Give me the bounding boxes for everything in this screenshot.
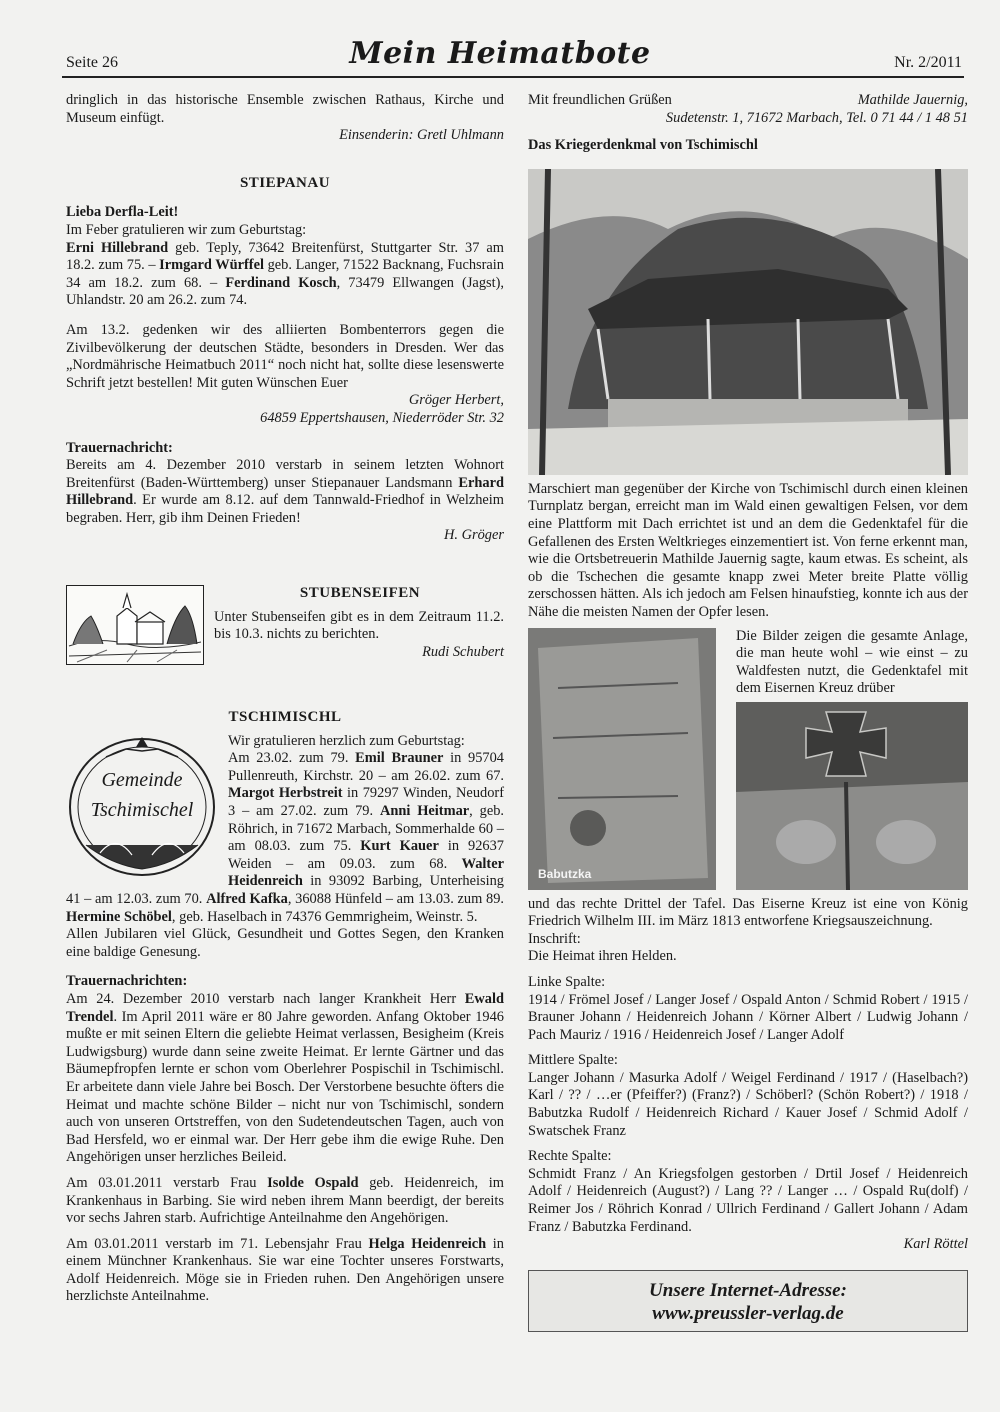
gemeinde-seal [66, 733, 218, 881]
stiepanau-intro: Im Feber gratulieren wir zum Geburtstag: [66, 221, 307, 238]
trauer-notice-1: Am 24. Dezember 2010 verstarb nach langer Krankheit Herr Ewald Trendel. Im April 2011 wäre er 80 Jahre geworden. Anfang Oktober 1946 mußte er mit seinen Eltern die geliebte Heimat verlassen, Besigheim (Kreis Ludwigsburg) wurde dann seine zweite Heimat. Er lernte Gärtner und das Bäumepfropfen lernte er schon vom Oberlehrer Pospischil in Tschimischl. Er arbeitete dann viele Jahre bei Bosch. Der Verstorbene besuchte öfters die Heimat und machte schöne Bilder – nicht nur von Tschimischl, sondern auch von unseren Ortstreffen, von den Sudetendeutschen Tagen, auch von Bad Hersfeld, wo er einmal war. Der Herr gebe ihm die ewige Ruhe. Den Angehörigen unser herzliches Beileid. [66, 990, 504, 1166]
name-bold: Ferdinand Kosch [225, 274, 337, 291]
church-sketch-icon [67, 586, 203, 664]
tschimischl-wishes: Allen Jubilaren viel Glück, Gesundheit und Gottes Segen, den Kranken eine baldige Genesung. [66, 926, 504, 960]
stiepanau-heading: STIEPANAU [239, 174, 331, 191]
inschrift-text: Die Heimat ihren Helden. [528, 948, 677, 965]
memorial-photo [528, 169, 968, 475]
stiepanau-birthdays: Erni Hillebrand geb. Teply, 73642 Breitenfürst, Stuttgarter Str. 37 am 18.2. zum 75. – Irmgard Würffel geb. Langer, 71522 Backnang, Fuchsrain 34 am 18.2. zum 68. – Ferdinand Kosch, 73479 Ellwangen (Jagst), Uhlandstr. 20 am 26.2. zum 74. [66, 239, 505, 309]
name-bold: Walter Heidenreich [228, 855, 504, 890]
photo-caption: Die Bilder zeigen die gesamte Anlage, die man heute wohl – wie einst – zu Waldfesten nutzt, die Gedenktafel mit dem Eisernen Kreuz drüber [736, 627, 968, 697]
name-bold: Helga Heidenreich [368, 1235, 487, 1252]
issue-number: Nr. 2/2011 [894, 54, 962, 71]
mittlere-text: Langer Johann / Masurka Adolf / Weigel Ferdinand / 1917 / (Haselbach?) Karl / ?? / …er (Pfeiffer?) (Franz?) / Schöberl? (Schön Robert?) / 1918 / Babutzka Rudolf / Heidenreich Richard / Kauer Josef / Schmid Adolf / Swatschek Franz [528, 1069, 968, 1139]
seal-line2: Tschimischel [90, 798, 194, 821]
name-bold: Anni Heitmar [379, 803, 470, 820]
name-bold: Hermine Schöbel [66, 908, 172, 925]
stubenseifen-sig: Rudi Schubert [422, 643, 504, 660]
stubenseifen-text: Unter Stubenseifen gibt es in dem Zeitraum 11.2. bis 10.3. nichts zu berichten. [214, 608, 504, 643]
stiepanau-trauer-heading: Trauernachricht: [66, 439, 173, 456]
name-bold: Alfred Kafka [206, 891, 288, 907]
name-bold: Ewald Trendel [66, 990, 504, 1025]
trauer-notice-3: Am 03.01.2011 verstarb im 71. Lebensjahr Frau Helga Heidenreich in einem Münchner Krankenhaus. Sie war eine Tochter unseres Forstwarts, Adolf Heidenreich. Möge sie in Frieden ruhen. Den Angehörigen unsere herzlichste Anteilnahme. [66, 1235, 504, 1305]
page-number: Seite 26 [66, 54, 118, 71]
stiepanau-sig-address: 64859 Eppertshausen, Niederröder Str. 32 [260, 409, 504, 426]
internet-banner [528, 1270, 968, 1332]
right-column [528, 92, 968, 1332]
tablet-photo-right [736, 702, 968, 890]
memorial-para1: Marschiert man gegenüber der Kirche von Tschimischl durch einen kleinen Turnplatz bergan, erreicht man im Wald einen gewaltigen Felsen, vor dem eine Plattform mit Dach errichtet ist und an dem die Gedenktafel für die Gefallenen des Ersten Weltkrieges einzementiert ist. Von ferne erkennt man, wie die Ortsbetreuerin Mathilde Jauernig sagte, kaum etwas. Es scheint, als ob die Tschechen die gesamte knapp zwei Meter breite Platte völlig zerschossen hätten. Als ich jedoch am Felsen hinaufstieg, konnte ich aus der Nähe die meisten Namen der Opfer lesen. [528, 480, 968, 620]
name-bold: Erni Hillebrand [66, 239, 169, 256]
stiepanau-greeting: Lieba Derfla-Leit! [66, 204, 179, 221]
tablet-left-icon [528, 628, 716, 890]
banner-line1: Unsere Internet-Adresse: [649, 1279, 847, 1301]
greeting-address: Sudetenstr. 1, 71672 Marbach, Tel. 0 71 44 / 1 48 51 [665, 109, 968, 126]
name-bold: Irmgard Würffel [159, 257, 264, 274]
masthead-logo: Mein Heimatbote [349, 36, 651, 71]
tschimischl-intro: Wir gratulieren herzlich zum Geburtstag: [228, 732, 465, 749]
name-bold: Emil Brauner [355, 750, 444, 767]
website-link[interactable]: www.preussler-verlag.de [652, 1302, 844, 1324]
photo-label: Babutzka [538, 866, 592, 881]
mittlere-label: Mittlere Spalte: [528, 1052, 618, 1069]
greeting-name: Mathilde Jauernig, [857, 92, 968, 108]
greeting-line [528, 92, 968, 110]
name-bold: Isolde Ospald [267, 1174, 359, 1191]
stubenseifen-heading: STUBENSEIFEN [299, 585, 421, 602]
photo-block [528, 628, 968, 892]
page-header [0, 0, 1000, 86]
name-bold: Margot Herbstreit [228, 785, 343, 802]
stiepanau-para2: Am 13.2. gedenken wir des alliierten Bombenterrors gegen die Zivilbevölkerung der deutschen Städte, besonders in Dresden. Wer das „Nordmährische Heimatbuch 2011“ noch nicht hat, sollte diese lesenswerte Schrift jetzt bestellen! Mit guten Wünschen Euer [66, 321, 504, 391]
header-rule [62, 76, 964, 78]
left-column [66, 92, 504, 1306]
tablet-photo-left [528, 628, 716, 890]
tschimischl-birthdays: Am 23.02. zum 79. Emil Brauner in 95704 Pullenreuth, Kirchstr. 20 – am 26.02. zum 67. Margot Herbstreit in 79297 Winden, Neudorf 3 – am 27.02. zum 79. Anni Heitmar, geb. Röhrich, in 71672 Marbach, Sommerhalde 60 – am 08.03. zum 75. Kurt Kauer in 92637 Weiden – am 09.03. zum 68. Walter Heidenreich in 93092 Barbing, Unterheising 41 – am 12.03. zum 70. Alfred Kafka, 36088 Hünfeld – am 13.03. zum 89. Hermine Schöbel, geb. Haselbach in 74376 Gemmrigheim, Weinstr. 5. [66, 750, 504, 925]
iron-cross-photo-icon [736, 702, 968, 890]
linke-label: Linke Spalte: [528, 973, 606, 990]
intro-text: dringlich in das historische Ensemble zwischen Rathaus, Kirche und Museum einfügt. [66, 92, 504, 126]
linke-text: 1914 / Frömel Josef / Langer Josef / Ospald Anton / Schmid Robert / 1915 / Brauner Johann / Heidenreich Johann / Körner Albert / Ludwig Johann / Pach Mauriz / 1916 / Heidenreich Josef / Langer Adolf [528, 991, 968, 1043]
seal-line1: Gemeinde [101, 768, 183, 791]
inschrift-label: Inschrift: [528, 930, 581, 947]
rechte-text: Schmidt Franz / An Kriegsfolgen gestorben / Drtil Josef / Heidenreich Adolf / Heidenreich (August?) / Lang ?? / Langer … / Ospald Ru(dolf) / Reimer Jos / Röhrich Konrad / Ullrich Ferdinand / Gallert Johann / Adam Franz / Babutzka Ferdinand. [528, 1165, 968, 1235]
author-signature: Karl Röttel [903, 1236, 968, 1253]
memorial-title: Das Kriegerdenkmal von Tschimischl [528, 137, 758, 154]
memorial-para2: und das rechte Drittel der Tafel. Das Eiserne Kreuz ist eine von König Friedrich Wilhelm III. im März 1813 entworfene Kriegsauszeichnung. [528, 895, 968, 930]
memorial-photo-icon [528, 169, 968, 475]
trauer-notice-2: Am 03.01.2011 verstarb Frau Isolde Ospald geb. Heidenreich, im Krankenhaus in Barbing. Sie wird neben ihrem Mann beerdigt, der bereits vor sechs Jahren starb. Aufrichtige Anteilnahme den Angehörigen. [66, 1174, 504, 1227]
name-bold: Kurt Kauer [360, 838, 439, 855]
church-sketch [66, 585, 204, 665]
tschimischl-trauer-heading: Trauernachrichten: [66, 973, 188, 990]
name-bold: Erhard Hillebrand [66, 474, 504, 509]
intro-signature: Einsenderin: Gretl Uhlmann [339, 127, 504, 144]
stiepanau-trauer-text: Bereits am 4. Dezember 2010 verstarb in seinem letzten Wohnort Breitenfürst (Baden-Württemberg) unser Stiepanauer Landsmann Erhard Hillebrand. Er wurde am 8.12. auf dem Tannwald-Friedhof in Welzheim begraben. Herr, gib ihm Deinen Frieden! [66, 457, 504, 526]
rechte-label: Rechte Spalte: [528, 1148, 612, 1165]
stiepanau-trauer-sig: H. Gröger [444, 527, 504, 544]
tschimischl-heading: TSCHIMISCHL [228, 709, 342, 726]
greeting-text: Mit freundlichen Grüßen [528, 92, 672, 108]
stiepanau-sig-name: Gröger Herbert, [408, 392, 504, 409]
